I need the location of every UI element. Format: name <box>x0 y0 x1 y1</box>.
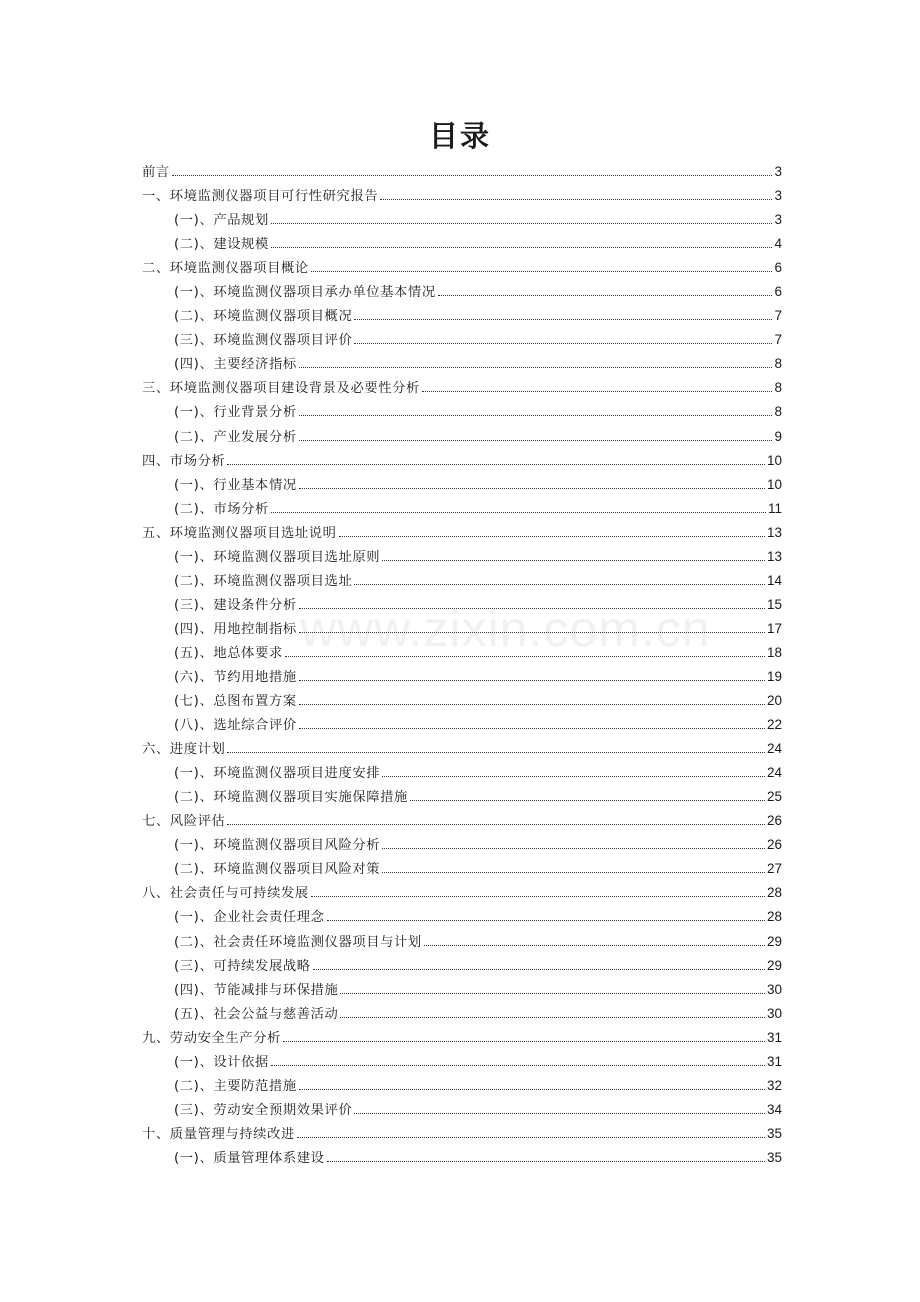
toc-dot-leader <box>438 295 773 296</box>
toc-entry-page: 32 <box>766 1077 782 1093</box>
toc-entry[interactable] <box>142 425 782 449</box>
toc-entry[interactable] <box>142 881 782 905</box>
toc-entry-label: (二)、社会责任环境监测仪器项目与计划 <box>174 934 422 950</box>
toc-entry-label: (三)、可持续发展战略 <box>174 958 311 974</box>
toc-entry-label: (四)、主要经济指标 <box>174 357 297 373</box>
toc-entry-page: 24 <box>766 765 782 781</box>
toc-entry-label: (一)、环境监测仪器项目进度安排 <box>174 766 381 782</box>
toc-dot-leader <box>340 1017 765 1018</box>
toc-entry-page: 25 <box>766 789 782 805</box>
toc-entry-label: (三)、建设条件分析 <box>174 597 297 613</box>
toc-entry[interactable] <box>142 497 782 521</box>
toc-entry[interactable] <box>142 569 782 593</box>
toc-entry[interactable] <box>142 954 782 978</box>
toc-entry[interactable] <box>142 1050 782 1074</box>
toc-entry[interactable] <box>142 905 782 929</box>
toc-entry[interactable] <box>142 352 782 376</box>
toc-entry[interactable] <box>142 449 782 473</box>
toc-dot-leader <box>227 752 765 753</box>
toc-entry-page: 31 <box>766 1053 782 1069</box>
toc-entry-label: (一)、设计依据 <box>174 1054 269 1070</box>
toc-dot-leader <box>382 560 765 561</box>
toc-entry-page: 24 <box>766 741 782 757</box>
toc-dot-leader <box>410 800 765 801</box>
toc-dot-leader <box>227 824 765 825</box>
toc-entry-label: (一)、环境监测仪器项目选址原则 <box>174 549 381 565</box>
toc-entry-page: 10 <box>766 452 782 468</box>
toc-entry-page: 7 <box>774 332 782 348</box>
toc-entry[interactable] <box>142 1074 782 1098</box>
toc-entry-page: 29 <box>766 957 782 973</box>
toc-entry[interactable] <box>142 545 782 569</box>
toc-entry-page: 26 <box>766 813 782 829</box>
toc-dot-leader <box>271 223 773 224</box>
toc-entry-label: (一)、环境监测仪器项目风险分析 <box>174 838 381 854</box>
toc-entry[interactable] <box>142 1098 782 1122</box>
toc-dot-leader <box>354 1113 765 1114</box>
toc-entry-label: 一、环境监测仪器项目可行性研究报告 <box>142 189 379 205</box>
toc-entry[interactable] <box>142 737 782 761</box>
toc-entry-page: 11 <box>767 500 782 516</box>
toc-entry-page: 20 <box>766 693 782 709</box>
toc-entry-label: 四、市场分析 <box>142 453 226 469</box>
toc-entry-page: 22 <box>766 717 782 733</box>
toc-entry[interactable] <box>142 160 782 184</box>
toc-entry-page: 15 <box>766 596 782 612</box>
toc-entry-label: (二)、产业发展分析 <box>174 429 297 445</box>
toc-entry-page: 6 <box>774 284 782 300</box>
toc-dot-leader <box>299 608 765 609</box>
toc-entry[interactable] <box>142 833 782 857</box>
toc-entry-label: (二)、市场分析 <box>174 501 269 517</box>
watermark: www.zixin.com.cn <box>300 601 711 657</box>
toc-entry[interactable] <box>142 1122 782 1146</box>
toc-entry[interactable] <box>142 930 782 954</box>
toc-entry-page: 27 <box>766 861 782 877</box>
toc-entry-page: 35 <box>766 1125 782 1141</box>
toc-dot-leader <box>283 1041 765 1042</box>
toc-entry-page: 29 <box>766 933 782 949</box>
toc-dot-leader <box>380 199 772 200</box>
toc-dot-leader <box>285 656 765 657</box>
toc-entry-label: (三)、环境监测仪器项目评价 <box>174 333 353 349</box>
toc-entry[interactable] <box>142 256 782 280</box>
toc-entry-page: 35 <box>766 1149 782 1165</box>
page-title: 目录 <box>428 119 491 153</box>
toc-entry-label: (二)、环境监测仪器项目实施保障措施 <box>174 790 408 806</box>
toc-dot-leader <box>172 175 773 176</box>
toc-entry[interactable] <box>142 376 782 400</box>
toc-entry-label: (一)、企业社会责任理念 <box>174 910 325 926</box>
toc-entry[interactable] <box>142 280 782 304</box>
toc-dot-leader <box>354 584 765 585</box>
toc-dot-leader <box>299 440 773 441</box>
toc-dot-leader <box>311 271 773 272</box>
toc-entry-label: (四)、节能减排与环保措施 <box>174 982 339 998</box>
toc-entry-page: 9 <box>774 428 782 444</box>
toc-entry-page: 8 <box>774 380 782 396</box>
toc-dot-leader <box>271 247 773 248</box>
toc-entry[interactable] <box>142 232 782 256</box>
toc-dot-leader <box>299 1089 765 1090</box>
toc-dot-leader <box>340 993 765 994</box>
toc-dot-leader <box>299 728 765 729</box>
toc-entry-label: 前言 <box>142 165 170 180</box>
toc-entry-page: 3 <box>774 188 782 204</box>
toc-dot-leader <box>327 920 765 921</box>
toc-entry-page: 19 <box>766 668 782 684</box>
toc-entry-label: (一)、行业背景分析 <box>174 405 297 421</box>
toc-dot-leader <box>382 872 765 873</box>
toc-dot-leader <box>271 512 766 513</box>
toc-dot-leader <box>354 343 772 344</box>
toc-dot-leader <box>354 319 772 320</box>
toc-entry[interactable] <box>142 713 782 737</box>
toc-entry-label: (二)、环境监测仪器项目风险对策 <box>174 862 381 878</box>
toc-entry-page: 17 <box>766 620 782 636</box>
toc-entry-label: 八、社会责任与可持续发展 <box>142 886 309 902</box>
toc-entry-page: 34 <box>766 1101 782 1117</box>
toc-entry-label: (五)、地总体要求 <box>174 645 283 661</box>
toc-entry-label: (五)、社会公益与慈善活动 <box>174 1006 339 1022</box>
toc-entry[interactable] <box>142 857 782 881</box>
toc-entry[interactable] <box>142 978 782 1002</box>
toc-entry-label: (一)、产品规划 <box>174 213 269 229</box>
toc-entry-page: 28 <box>766 885 782 901</box>
toc-entry[interactable] <box>142 1026 782 1050</box>
toc-entry[interactable] <box>142 328 782 352</box>
toc-dot-leader <box>299 680 765 681</box>
toc-dot-leader <box>327 1161 765 1162</box>
toc-entry-label: 七、风险评估 <box>142 814 226 830</box>
toc-entry-page: 13 <box>766 548 782 564</box>
toc-entry[interactable] <box>142 641 782 665</box>
toc-entry-label: (四)、用地控制指标 <box>174 621 297 637</box>
toc-entry[interactable] <box>142 1146 782 1170</box>
toc-entry-label: 十、质量管理与持续改进 <box>142 1126 295 1142</box>
toc-dot-leader <box>313 969 765 970</box>
toc-entry[interactable] <box>142 184 782 208</box>
toc-entry-label: (一)、质量管理体系建设 <box>174 1150 325 1166</box>
toc-entry-label: (一)、环境监测仪器项目承办单位基本情况 <box>174 285 436 301</box>
toc-entry-page: 31 <box>766 1029 782 1045</box>
toc-entry-label: 五、环境监测仪器项目选址说明 <box>142 525 337 541</box>
toc-entry[interactable] <box>142 1002 782 1026</box>
toc-entry-page: 8 <box>774 404 782 420</box>
toc-entry[interactable] <box>142 665 782 689</box>
toc-entry[interactable] <box>142 473 782 497</box>
toc-entry-page: 26 <box>766 837 782 853</box>
toc-entry-page: 3 <box>774 212 782 228</box>
toc-entry-label: 九、劳动安全生产分析 <box>142 1030 281 1046</box>
toc-entry-page: 7 <box>774 308 782 324</box>
toc-entry[interactable] <box>142 304 782 328</box>
toc-entry-label: (一)、行业基本情况 <box>174 477 297 493</box>
toc-entry[interactable] <box>142 208 782 232</box>
toc-entry-label: (八)、选址综合评价 <box>174 718 297 734</box>
toc-dot-leader <box>382 776 765 777</box>
toc-entry-page: 4 <box>774 236 782 252</box>
toc-dot-leader <box>382 848 765 849</box>
toc-entry-page: 6 <box>774 260 782 276</box>
toc-entry-page: 30 <box>766 981 782 997</box>
toc-entry[interactable] <box>142 689 782 713</box>
toc-entry-page: 30 <box>766 1005 782 1021</box>
toc-entry-page: 10 <box>766 476 782 492</box>
toc-dot-leader <box>311 896 765 897</box>
toc-entry-label: (七)、总图布置方案 <box>174 694 297 710</box>
toc-entry-page: 28 <box>766 909 782 925</box>
toc-entry-label: (六)、节约用地措施 <box>174 669 297 685</box>
toc-entry-label: 三、环境监测仪器项目建设背景及必要性分析 <box>142 381 420 397</box>
toc-entry-page: 13 <box>766 524 782 540</box>
toc-entry-label: 二、环境监测仪器项目概论 <box>142 261 309 277</box>
toc-entry-page: 8 <box>774 356 782 372</box>
toc-entry-label: (二)、建设规模 <box>174 237 269 253</box>
toc-dot-leader <box>299 704 765 705</box>
toc-dot-leader <box>424 945 765 946</box>
toc-entry-page: 14 <box>766 572 782 588</box>
toc-dot-leader <box>299 632 765 633</box>
toc-entry[interactable] <box>142 521 782 545</box>
toc-entry[interactable] <box>142 617 782 641</box>
toc-entry-label: (二)、主要防范措施 <box>174 1078 297 1094</box>
toc-dot-leader <box>299 367 773 368</box>
toc-dot-leader <box>271 1065 765 1066</box>
toc-dot-leader <box>299 488 765 489</box>
toc-entry[interactable] <box>142 400 782 424</box>
toc-entry[interactable] <box>142 593 782 617</box>
toc-entry[interactable] <box>142 809 782 833</box>
table-of-contents <box>142 160 782 1170</box>
toc-entry-page: 3 <box>774 164 782 179</box>
toc-dot-leader <box>339 536 765 537</box>
toc-entry-page: 18 <box>766 644 782 660</box>
toc-entry-label: (二)、环境监测仪器项目概况 <box>174 309 353 325</box>
toc-entry-label: (三)、劳动安全预期效果评价 <box>174 1102 353 1118</box>
toc-entry-label: (二)、环境监测仪器项目选址 <box>174 573 353 589</box>
toc-entry-label: 六、进度计划 <box>142 742 226 758</box>
toc-dot-leader <box>422 391 773 392</box>
toc-entry[interactable] <box>142 761 782 785</box>
toc-entry[interactable] <box>142 785 782 809</box>
toc-dot-leader <box>227 464 765 465</box>
toc-dot-leader <box>297 1137 765 1138</box>
toc-dot-leader <box>299 415 773 416</box>
